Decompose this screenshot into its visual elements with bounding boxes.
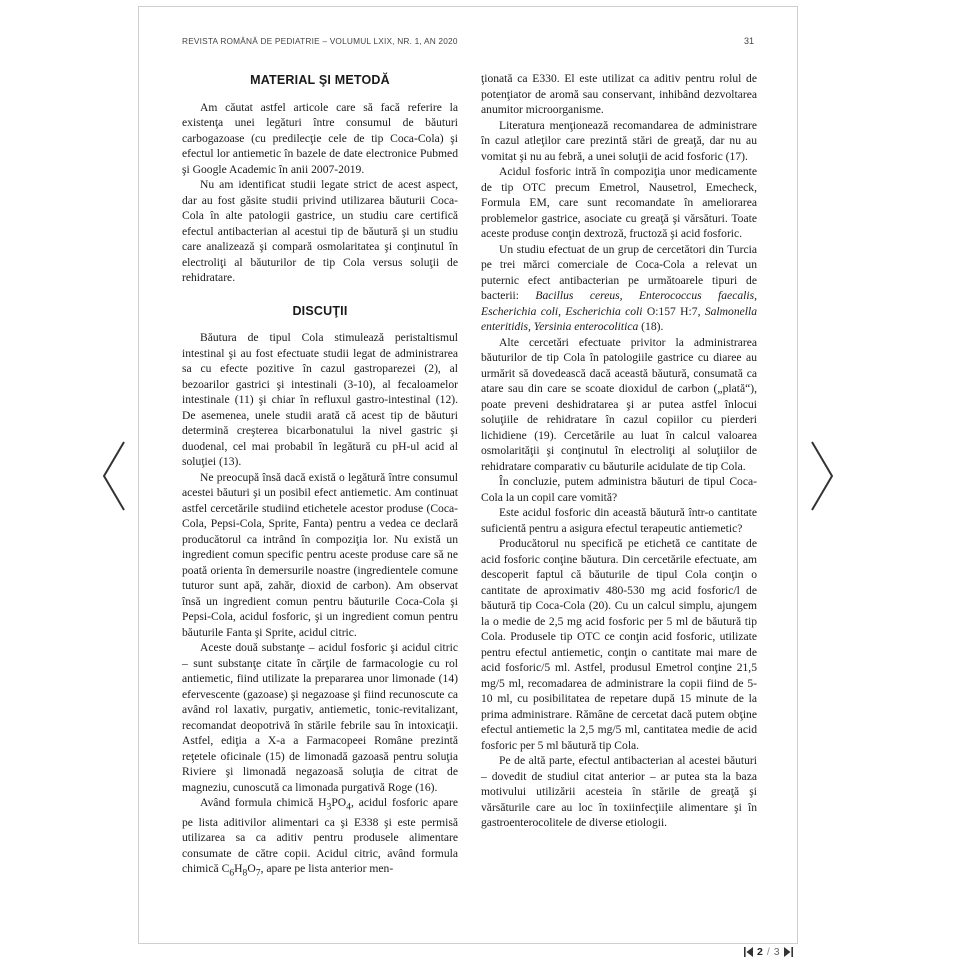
paragraph: Ne preocupă însă dacă există o legătură între consumul acestei băuturi şi un posibil efect antiemetic. Am continuat astfel cercetările studiind etichetele acestor produse (Coca-Cola, Pepsi-Cola, Sprite, Fanta) pentru a vedea ce declară producătorul ca intrând în compoziţia lor. Nu există un ingredient comun specific pentru aceste produse care să ne poată orienta în demersurile noastre (ingredientele comune tuturor sunt apă, zahăr, dioxid de carbon). Am observat însă un ingredient comun pentru băuturile Coca-Cola şi Pepsi-Cola, acidul fosforic, şi un ingredient comun pentru băuturile Fanta şi Sprite, acidul citric. [182, 470, 458, 639]
chevron-right-icon [806, 440, 836, 512]
italic-text: Bacillus cereus, Enterococcus faecalis, Escherichia coli, Escherichia coli [481, 289, 757, 318]
text-run: O:157 H:7, [642, 304, 705, 318]
current-page: 2 [757, 946, 763, 958]
section-title-discutii: DISCUŢII [292, 303, 348, 318]
paragraph: Producătorul nu specifică pe etichetă ce cantitate de acid fosforic conţine băutura. Din cercetările efectuate, am descoperit faptul că băuturile de tipul Cola conţin o cantitate de aproximativ 480-530 mg acid fosforic/l de băutură tip Coca-Cola (20). Cu un calcul simplu, ajungem la o medie de 2,5 mg acid fosforic per 5 ml de băutură tip Cola. Produsele tip OTC ce conţin acid fosforic, utilizate pentru efectul antiemetic, conţin o cantitate mai mare de acid fosforic/5 ml. Astfel, produsul Emetrol conţine 21,5 mg/5 ml, recomadarea de administrare la copii fiind de 5-10 ml, cu posibilitatea de repetare după 15 minute de la prima administrare. Rămâne de cercetat dacă putem obţine efectul antiemetic la 2,5 mg/5 ml, cantitatea medie de acid fosforic per 5 ml băutură tip Cola. [481, 537, 757, 752]
page-number: 31 [743, 36, 754, 46]
total-pages: 3 [773, 946, 780, 958]
subscript: 3 [326, 801, 332, 813]
last-page-icon [784, 947, 793, 957]
running-title: REVISTA ROMÂNĂ DE PEDIATRIE – VOLUMUL LXIX, NR. 1, AN 2020 [182, 36, 458, 46]
chevron-left-icon [100, 440, 130, 512]
text-run: , apare pe lista anterior men- [260, 862, 394, 876]
subscript: 8 [242, 867, 248, 879]
paragraph [481, 242, 757, 335]
paragraph: Am căutat astfel articole care să facă referire la existenţa unei legături între consumul de băuturi carbogazoase (cu predilecţie cele de tip Coca-Cola) şi efectul lor antiemetic în bazele de date electronice Pubmed şi Google Academic în anii 2007-2019. [182, 100, 458, 176]
right-column [481, 71, 757, 831]
section-title-material: MATERIAL ŞI METODĂ [250, 73, 390, 87]
paragraph: Alte cercetări efectuate privitor la administrarea băuturilor de tip Cola în patologiile gastrice cu diaree au urmărit să dovedească dacă această băutură, consumată ca atare sau din care se scoate dioxidul de carbon („plată“), poate preveni deshidratarea şi ar putea astfel înlocui soluţiile de rehidratare în cazul copiilor cu pierderi lichidiene (19). Cercetările au luat în calcul valoarea osmolarităţii şi conţinutul în electroliţi al soluţiilor de rehidratare comparativ cu băuturile acidulate de tip Cola. [481, 335, 757, 473]
paragraph [182, 795, 458, 881]
prev-page-button[interactable] [100, 440, 130, 512]
subscript: 4 [346, 801, 351, 813]
text-run: Având formula chimică H [200, 796, 327, 809]
text-run: PO [331, 796, 347, 809]
subscript: 6 [229, 867, 235, 879]
text-run: , acidul fosforic apare pe lista aditivilor alimentari ca şi E338 şi este permisă utilizarea sa ca aditiv pentru produsele alimentare consumate de către copii. Acidul citric, având formula chimică C [182, 796, 459, 876]
paragraph: ţionată ca E330. El este utilizat ca aditiv pentru rolul de potenţiator de aromă sau conservant, inhibând dezvoltarea anumitor microorganisme. [481, 72, 757, 116]
left-column [182, 71, 458, 881]
paragraph: Aceste două substanţe – acidul fosforic şi acidul citric – sunt substanţe citate în cărţile de farmacologie cu rol antiemetic, fiind utilizate la prepararea unor limonade (14) efervescente (gazoase) şi negazoase şi fiind recunoscute ca având rol laxativ, purgativ, antiemetic, tonic-revitalizant, recomandat deopotrivă în stările febrile sau în intoxicaţii. Astfel, ediţia a X-a a Farmacopeei Române prezintă reţetele oficinale (15) de limonadă gazoasă pentru soluţia Riviere şi limonadă negazoasă soluţia de citrat de magneziu, cunoscută ca limonada purgativă Roge (16). [182, 641, 458, 794]
first-page-icon [744, 947, 753, 957]
page-separator: / [766, 946, 770, 958]
paragraph: În concluzie, putem administra băuturi de tipul Coca-Cola la un copil care vomită? [481, 475, 757, 504]
paragraph: Băutura de tipul Cola stimulează peristaltismul intestinal şi au fost efectuate studii legat de administrarea sa cu efecte pozitive în cazul gastroparezei (2), al bezoarilor gastrici şi intestinali (3-10), al fecaloamelor intestinale (11) şi chiar în refluxul gastro-intestinal (12). De asemenea, unele studii arată că acest tip de băuturi determină creşterea bicarbonatului la nivel gastric şi duodenal, cel mai probabil în legătură cu pH-ul acid al soluţiei (13). [182, 331, 458, 468]
document-page [138, 6, 798, 944]
last-page-button[interactable] [784, 947, 793, 957]
text-run: (18). [638, 320, 664, 333]
subscript: 7 [255, 867, 261, 879]
paragraph: Este acidul fosforic din această băutură într-o cantitate suficientă pentru a asigura efectul terapeutic antiemetic? [481, 506, 757, 535]
text-run: Un studiu efectuat de un grup de cercetători din Turcia pe trei mărci comerciale de Coca-Cola a relevat un puternic efect antibacterian pe următoarele tipuri de bacterii: [481, 242, 757, 302]
paragraph: Nu am identificat studii legate strict de acest aspect, dar au fost găsite studii privind utilizarea băuturii Coca-Cola în alte patologii gastrice, un studiu care certifică efectul antibacterian al acestui tip de băutură şi un studiu care analizează şi compară osmolaritatea şi conţinutul în electroliţi al băuturilor de tip Cola versus soluţii de rehidratare. [182, 178, 458, 284]
text-run: O [247, 862, 256, 876]
page-pager [744, 946, 793, 958]
paragraph: Literatura menţionează recomandarea de administrare în cazul atleţilor care prezintă stări de greaţă, dar nu au vomitat şi nu au febră, a unei soluţii de acid fosforic (17). [481, 118, 757, 163]
next-page-button[interactable] [806, 440, 836, 512]
paragraph: Acidul fosforic intră în compoziţia unor medicamente de tip OTC precum Emetrol, Nausetrol, Emecheck, Formula EM, care sunt recomandate în ameliorarea problemelor gastrice, asociate cu greaţă şi vărsături. Toate aceste produse conţin dextroză, fructoză şi acid fosforic. [481, 165, 757, 240]
paragraph: Pe de altă parte, efectul antibacterian al acestei băuturi – dovedit de studiul citat anterior – ar putea sta la baza motivului utilizării acesteia în stările de greaţă şi vărsăturile care au loc în toxiinfecţiile alimentare şi în gastroenterocolitele de diverse etiologii. [481, 754, 757, 829]
italic-text: Salmonella enteritidis, Yersinia enterocolitica [481, 304, 757, 333]
text-run: H [234, 862, 243, 876]
first-page-button[interactable] [744, 947, 753, 957]
